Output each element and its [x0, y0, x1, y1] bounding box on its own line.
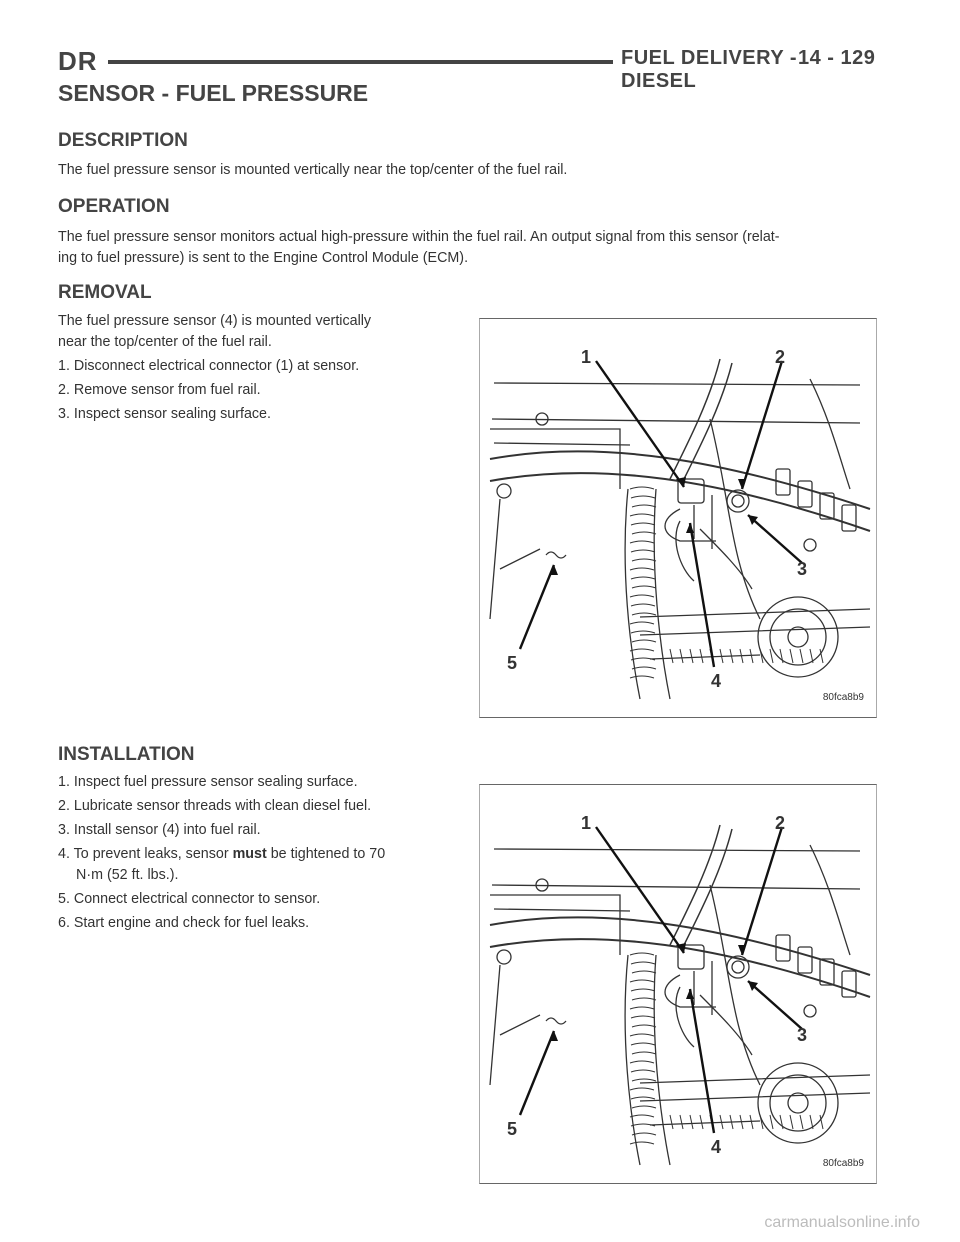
callout-label-2: 2 — [774, 813, 786, 833]
installation-step: 1. Inspect fuel pressure sensor sealing surface. — [58, 774, 358, 790]
step4-post: be tightened to 70 — [266, 846, 386, 862]
installation-step: 2. Lubricate sensor threads with clean diesel fuel. — [58, 798, 372, 814]
engine-illustration — [480, 319, 878, 719]
installation-step: 6. Start engine and check for fuel leaks. — [58, 915, 310, 931]
operation-text-line1: The fuel pressure sensor monitors actual high-pressure within the fuel rail. An output signal from this sensor (relat- — [58, 229, 780, 245]
removal-intro-line1: The fuel pressure sensor (4) is mounted vertically — [58, 313, 372, 329]
removal-intro-line2: near the top/center of the fuel rail. — [58, 334, 272, 350]
model-code: DR — [58, 46, 98, 76]
figure-code: 80fca8b9 — [822, 1158, 864, 1169]
callout-label-2: 2 — [774, 347, 786, 367]
installation-heading: INSTALLATION — [58, 744, 195, 765]
installation-step-4-line2: N·m (52 ft. lbs.). — [76, 867, 179, 883]
description-text: The fuel pressure sensor is mounted vertically near the top/center of the fuel rail. — [58, 162, 568, 178]
installation-figure — [479, 784, 877, 1184]
description-heading: DESCRIPTION — [58, 130, 188, 151]
callout-label-1: 1 — [580, 813, 592, 833]
page-title: SENSOR - FUEL PRESSURE — [58, 80, 369, 106]
callout-label-3: 3 — [796, 1025, 808, 1045]
callout-label-4: 4 — [710, 671, 722, 691]
section-title: FUEL DELIVERY - DIESEL — [621, 47, 798, 92]
watermark: carmanualsonline.info — [764, 1214, 920, 1231]
installation-step: 5. Connect electrical connector to sensor. — [58, 891, 321, 907]
step4-emphasis: must — [232, 846, 267, 862]
header-rule — [108, 60, 613, 64]
callout-label-5: 5 — [506, 653, 518, 673]
installation-step: 3. Install sensor (4) into fuel rail. — [58, 822, 261, 838]
removal-figure — [479, 318, 877, 718]
page-number: 14 - 129 — [798, 47, 876, 69]
page-header — [58, 40, 878, 92]
callout-label-4: 4 — [710, 1137, 722, 1157]
removal-step: 1. Disconnect electrical connector (1) at sensor. — [58, 358, 360, 374]
installation-step-4 — [58, 844, 442, 865]
engine-illustration — [480, 785, 878, 1185]
removal-heading: REMOVAL — [58, 282, 152, 303]
figure-code: 80fca8b9 — [822, 692, 864, 703]
step4-pre: 4. To prevent leaks, sensor — [58, 846, 233, 862]
removal-step: 3. Inspect sensor sealing surface. — [58, 406, 271, 422]
operation-heading: OPERATION — [58, 196, 170, 217]
callout-label-5: 5 — [506, 1119, 518, 1139]
removal-step: 2. Remove sensor from fuel rail. — [58, 382, 261, 398]
callout-label-1: 1 — [580, 347, 592, 367]
operation-text-line2: ing to fuel pressure) is sent to the Engine Control Module (ECM). — [58, 250, 469, 266]
callout-label-3: 3 — [796, 559, 808, 579]
